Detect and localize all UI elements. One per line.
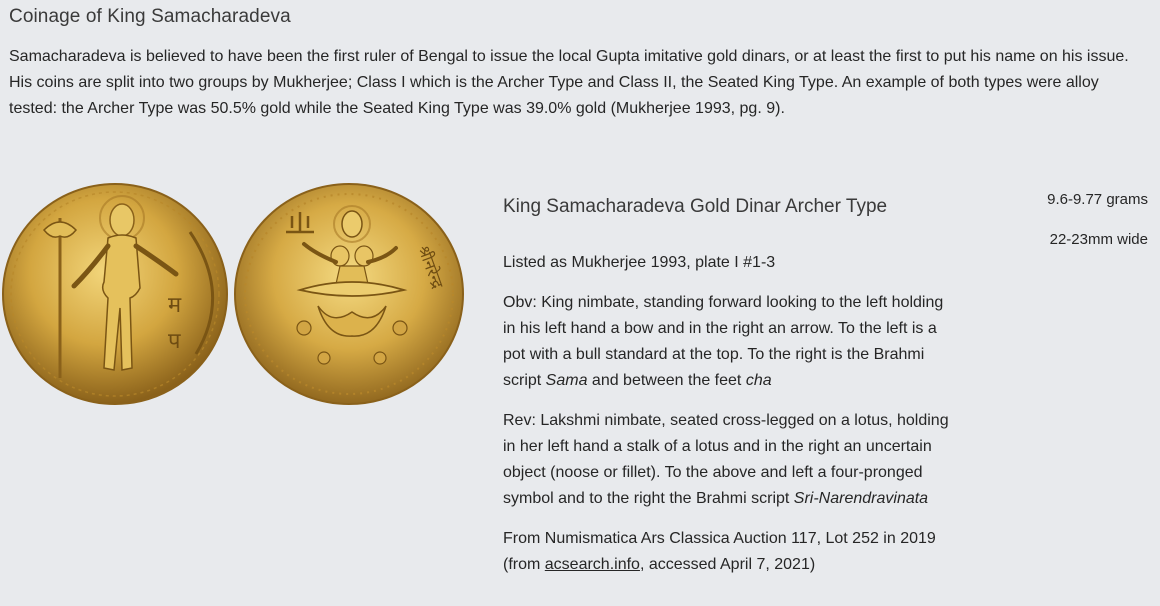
- coin-weight: 9.6-9.77 grams: [1047, 191, 1148, 208]
- provenance: From Numismatica Ars Classica Auction 117, Lot 252 in 2019 (from acsearch.info, accessed April 7, 2021): [503, 530, 936, 573]
- obverse-coin-image: [3, 184, 227, 404]
- svg-text:प: प: [168, 329, 181, 354]
- page-title: Coinage of King Samacharadeva: [9, 6, 291, 27]
- obverse-description: Obv: King nimbate, standing forward looking to the left holding in his left hand a bow and in the right an arrow. To the left is a pot with a bull standard at the top. To the right is the Brahmi script Sama and between the feet cha: [503, 294, 944, 389]
- coin-specs: [1047, 190, 1148, 250]
- coin-details: [503, 250, 953, 592]
- reverse-description: Rev: Lakshmi nimbate, seated cross-legged on a lotus, holding in her left hand a stalk of a lotus and in the right an uncertain object (noose or fillet). To the above and left a four-pronged symbol and to the right the Brahmi script Sri-Narendravinata: [503, 412, 949, 507]
- svg-text:म: म: [168, 293, 182, 318]
- intro-paragraph: Samacharadeva is believed to have been the first ruler of Bengal to issue the local Gupta imitative gold dinars, or at least the first to put his name on his issue. His coins are split into two groups by Mukherjee; Class I which is the Archer Type and Class II, the Seated King Type. An example of both types were alloy tested: the Archer Type was 50.5% gold while the Seated King Type was 39.0% gold (Mukherjee 1993, pg. 9).: [9, 48, 1129, 117]
- coin-title: King Samacharadeva Gold Dinar Archer Type: [503, 196, 888, 217]
- coin-size: 22-23mm wide: [1049, 231, 1148, 248]
- obverse-feet-script: cha: [745, 372, 772, 389]
- coin-images: [0, 178, 470, 410]
- reverse-coin-image: [235, 184, 463, 404]
- reverse-script-name: Sri-Narendravinata: [793, 490, 929, 507]
- obverse-script-name: Sama: [545, 372, 588, 389]
- acsearch-link[interactable]: acsearch.info: [544, 556, 640, 573]
- listed-reference: Listed as Mukherjee 1993, plate I #1-3: [503, 254, 776, 271]
- svg-text:श्रीनरेन्द्र: श्रीनरेन्द्र: [414, 242, 448, 292]
